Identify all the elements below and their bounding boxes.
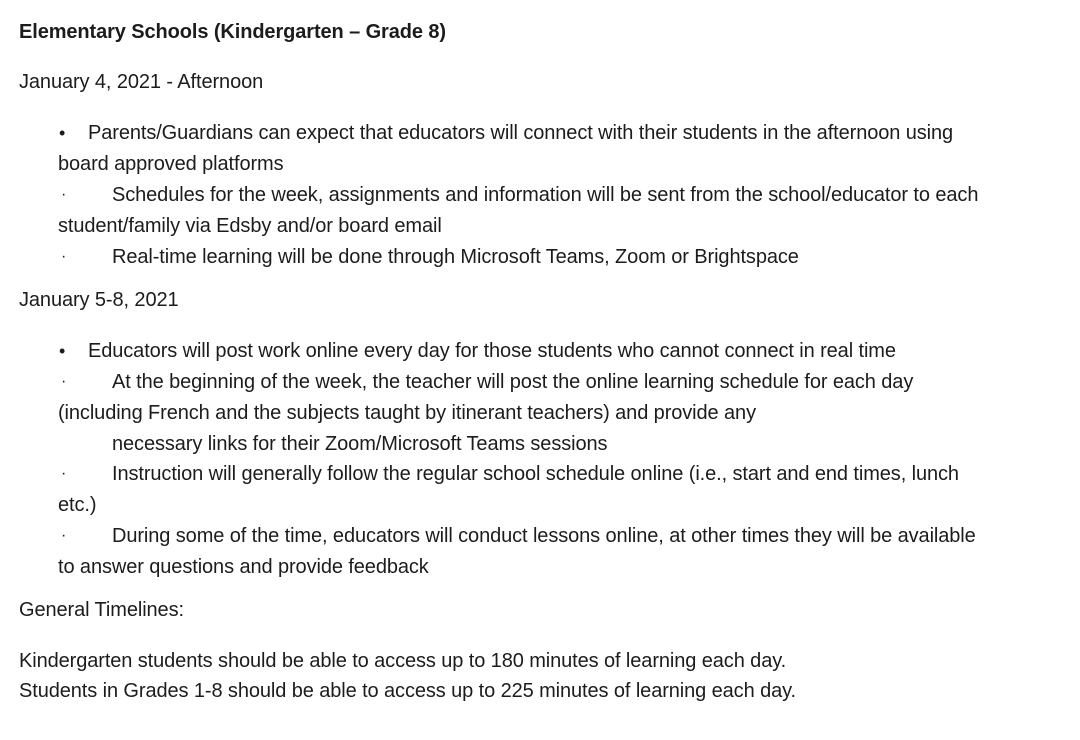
- sub-item-text: During some of the time, educators will conduct lessons online, at other times they will be available: [112, 525, 976, 547]
- sub-bullet-icon: ·: [61, 465, 67, 482]
- sub-item-text: student/family via Edsby and/or board email: [58, 215, 442, 237]
- list-item-text: Educators will post work online every day for those students who cannot connect in real time: [88, 340, 896, 362]
- list-item-text: board approved platforms: [58, 153, 284, 175]
- section-date-jan-4: January 4, 2021 - Afternoon: [19, 71, 264, 93]
- sub-item-text: to answer questions and provide feedback: [58, 556, 429, 578]
- section-date-jan-5-8: January 5-8, 2021: [19, 289, 179, 311]
- sub-bullet-icon: ·: [61, 373, 67, 390]
- timeline-kindergarten: Kindergarten students should be able to access up to 180 minutes of learning each day.: [19, 650, 787, 672]
- timeline-grades-1-8: Students in Grades 1-8 should be able to access up to 225 minutes of learning each day.: [19, 680, 796, 702]
- sub-item-text: necessary links for their Zoom/Microsoft Teams sessions: [112, 433, 608, 455]
- sub-item-text: Schedules for the week, assignments and information will be sent from the school/educator to each: [112, 184, 979, 206]
- bullet-icon: •: [59, 123, 66, 143]
- sub-item-text: (including French and the subjects taught by itinerant teachers) and provide any: [58, 402, 756, 424]
- list-item-text: Parents/Guardians can expect that educators will connect with their students in the afternoon using: [88, 122, 954, 144]
- sub-item-text: etc.): [58, 494, 97, 516]
- sub-item-text: Instruction will generally follow the regular school schedule online (i.e., start and end times, lunch: [112, 463, 959, 485]
- general-timelines-title: General Timelines:: [19, 599, 184, 621]
- sub-bullet-icon: ·: [61, 527, 67, 544]
- sub-item-text: Real-time learning will be done through Microsoft Teams, Zoom or Brightspace: [112, 246, 799, 268]
- sub-item-text: At the beginning of the week, the teacher will post the online learning schedule for each day: [112, 371, 914, 393]
- bullet-icon: •: [59, 341, 66, 361]
- sub-bullet-icon: ·: [61, 186, 67, 203]
- page-title: Elementary Schools (Kindergarten – Grade 8): [19, 21, 446, 43]
- sub-bullet-icon: ·: [61, 248, 67, 265]
